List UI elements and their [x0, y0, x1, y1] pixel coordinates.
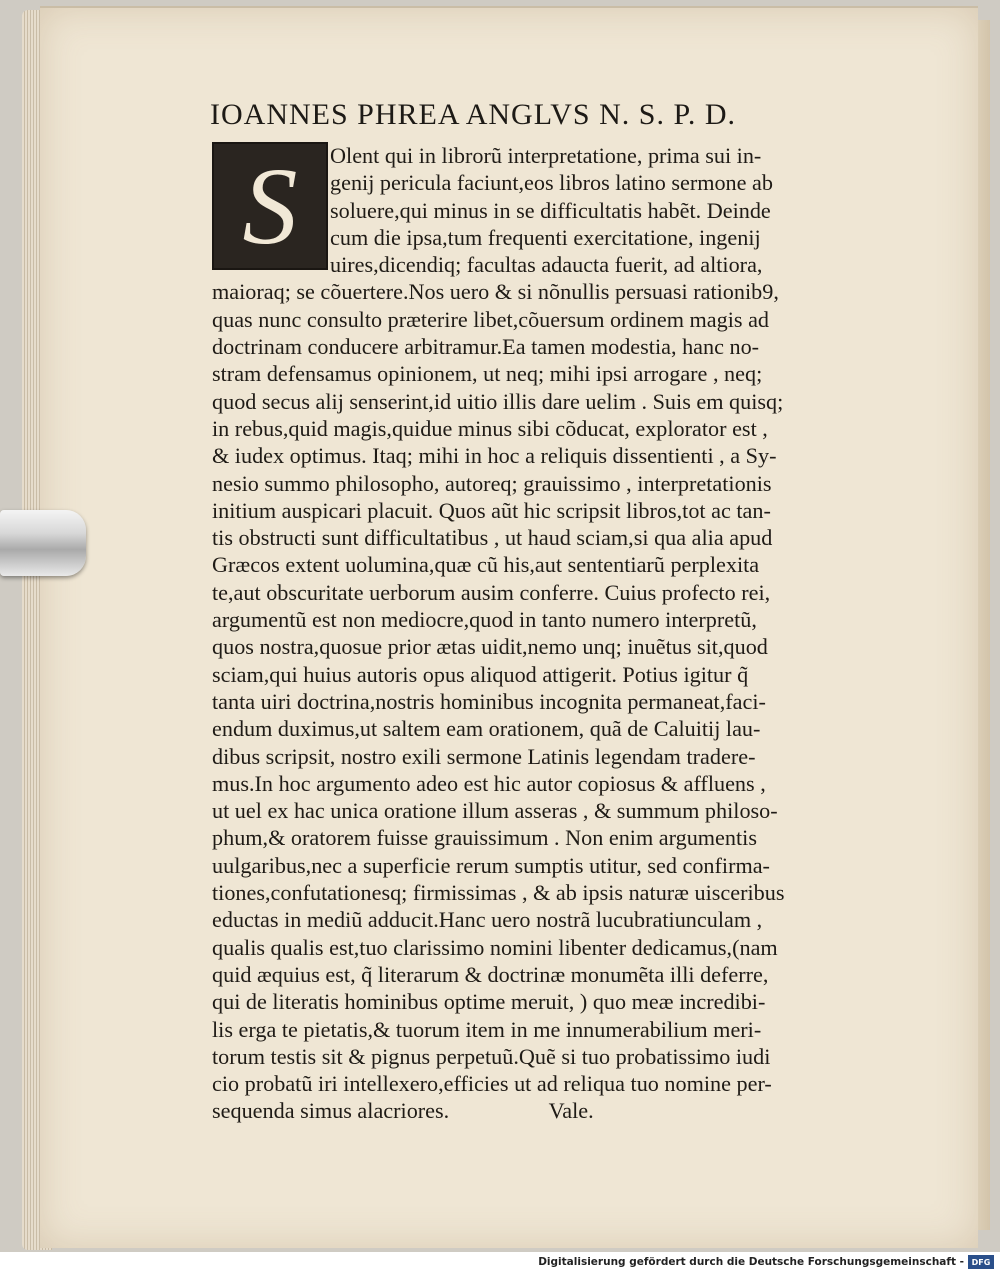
- text-line: te,aut obscuritate uerborum ausim conferre. Cuius profecto rei,: [212, 579, 771, 605]
- text-line: phum,& oratorem fuisse grauissimum . Non enim argumentis: [212, 825, 757, 851]
- text-line: quod secus alij senserint,id uitio illis dare uelim . Suis em quisq;: [212, 388, 784, 414]
- text-line: eductas in mediũ adducit.Hanc uero nostrã lucubratiunculam ,: [212, 907, 763, 933]
- page-heading: IOANNES PHREA ANGLVS N. S. P. D.: [210, 98, 736, 131]
- page-holder-clip: [0, 510, 86, 576]
- text-line: maioraq; se cõuertere.Nos uero & si nõnullis persuasi rationib9,: [212, 279, 779, 305]
- final-text: sequenda simus alacriores.: [212, 1098, 450, 1124]
- body-text: [212, 142, 876, 1125]
- text-line: quas nunc consulto prӕterire libet,cõuersum ordinem magis ad: [212, 306, 770, 332]
- text-line: torum testis sit & pignus perpetuũ.Quẽ si tuo probatissimo iudi: [212, 1043, 771, 1069]
- text-line: argumentũ est non mediocre,quod in tanto numero interpretũ,: [212, 607, 757, 633]
- text-line: lis erga te pietatis,& tuorum item in me innumerabilium meri-: [212, 1016, 762, 1042]
- text-line: quos nostra,quosue prior ӕtas uidit,nemo unq; inuẽtus sit,quod: [212, 634, 768, 660]
- text-line: qui de literatis hominibus optime meruit, ) quo meӕ incredibi-: [212, 989, 766, 1015]
- text-line: nesio summo philosopho, autoreq; grauissimo , interpretationis: [212, 470, 772, 496]
- dfg-logo: DFG: [968, 1255, 994, 1269]
- text-line: soluere,qui minus in se difficultatis habẽt. Deinde: [330, 197, 771, 223]
- text-line: cio probatũ iri intellexero,efficies ut ad reliqua tuo nomine per-: [212, 1071, 772, 1097]
- text-line: quid ӕquius est, q̃ literarum & doctrinӕ monumẽta illi deferre,: [212, 961, 769, 987]
- text-line: uires,dicendiq; facultas adaucta fuerit, ad altiora,: [330, 252, 763, 278]
- text-line: uulgaribus,nec a superficie rerum sumptis utitur, sed confirma-: [212, 852, 770, 878]
- text-line: Olent qui in librorũ interpretatione, prima sui in-: [330, 143, 762, 168]
- text-line: dibus scripsit, nostro exili sermone Latinis legendam tradere-: [212, 743, 756, 769]
- footer-credit: Digitalisierung gefördert durch die Deutsche Forschungsgemeinschaft -: [538, 1256, 964, 1268]
- text-line: tis obstructi sunt difficultatibus , ut haud sciam,si qua alia apud: [212, 525, 773, 551]
- text-line: initium auspicari placuit. Quos aũt hic scripsit libros,tot ac tan-: [212, 497, 771, 523]
- final-text-line: [212, 1097, 876, 1124]
- text-line: in rebus,quid magis,quidue minus sibi cõducat, explorator est ,: [212, 415, 768, 441]
- text-line: genij pericula faciunt,eos libros latino sermone ab: [330, 170, 773, 196]
- text-line: ut uel ex hac unica oratione illum asseras , & summum philoso-: [212, 798, 778, 824]
- text-line: stram defensamus opinionem, ut neq; mihi ipsi arrogare , neq;: [212, 361, 763, 387]
- text-line: cum die ipsa,tum frequenti exercitatione, ingenij: [330, 224, 761, 250]
- text-line: endum duximus,ut saltem eam orationem, quã de Caluitij lau-: [212, 716, 761, 742]
- initial-letter: S: [242, 145, 298, 267]
- text-line: tanta uiri doctrina,nostris hominibus incognita permaneat,faci-: [212, 688, 766, 714]
- footer-bar: [0, 1252, 1000, 1274]
- closing-vale: Vale.: [548, 1098, 594, 1124]
- text-line: Grӕcos extent uolumina,quӕ cũ his,aut sententiarũ perplexita: [212, 552, 760, 578]
- text-line: mus.In hoc argumento adeo est hic autor copiosus & affluens ,: [212, 770, 766, 796]
- text-line: & iudex optimus. Itaq; mihi in hoc a reliquis dissentienti , a Sy-: [212, 443, 777, 469]
- text-line: doctrinam conducere arbitramur.Ea tamen modestia, hanc no-: [212, 334, 760, 360]
- text-line: tiones,confutationesq; firmissimas , & ab ipsis naturӕ uisceribus: [212, 880, 785, 906]
- text-line: sciam,qui huius autoris opus aliquod attigerit. Potius igitur q̃: [212, 661, 749, 687]
- text-line: qualis qualis est,tuo clarissimo nomini libenter dedicamus,(nam: [212, 934, 778, 960]
